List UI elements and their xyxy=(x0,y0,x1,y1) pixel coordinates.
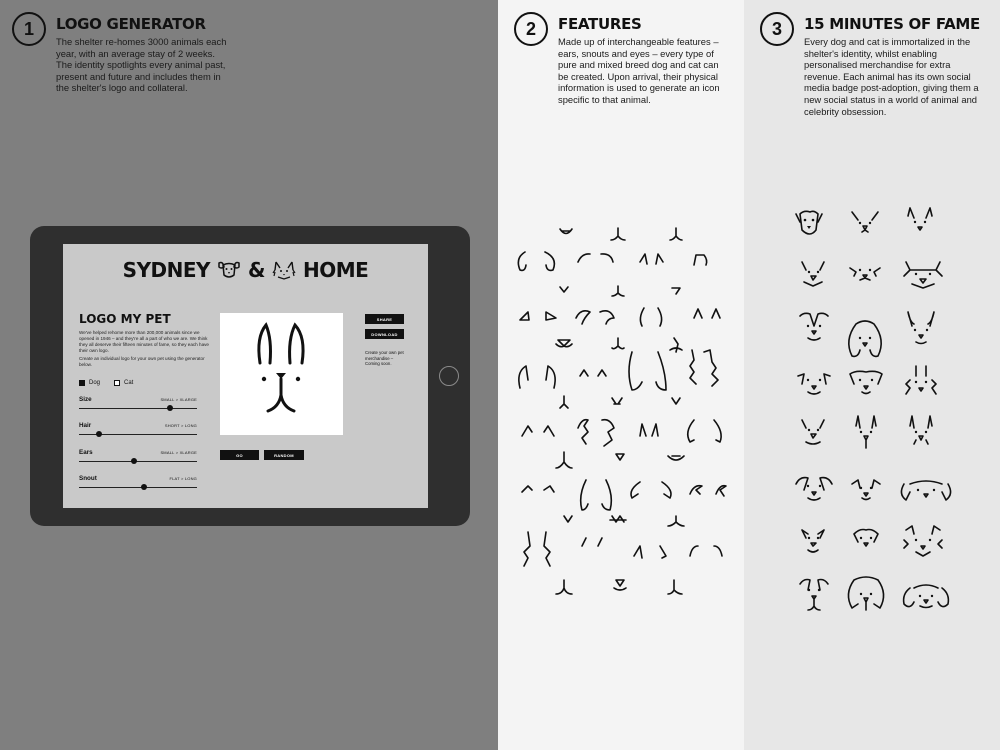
pet-icon xyxy=(906,366,936,394)
feature-icon xyxy=(602,480,611,510)
feature-icon xyxy=(601,254,613,262)
pet-icon xyxy=(904,585,949,608)
feature-icon xyxy=(612,338,624,349)
cat-option[interactable] xyxy=(114,380,133,386)
feature-icon xyxy=(672,398,680,404)
slider-thumb[interactable] xyxy=(96,431,102,437)
feature-icon xyxy=(578,254,590,262)
slider-track[interactable] xyxy=(79,408,197,409)
feature-icon xyxy=(670,228,682,240)
section-title-2: FEATURES xyxy=(558,15,642,33)
pet-logo-icon xyxy=(220,313,343,435)
feature-icon xyxy=(616,454,624,460)
dog-option[interactable] xyxy=(79,380,100,386)
feature-icon xyxy=(662,482,671,498)
pet-icon xyxy=(800,580,828,611)
brand-ampersand: & xyxy=(248,258,265,282)
animal-type-choices xyxy=(79,380,133,386)
feature-icon xyxy=(694,255,707,265)
feature-icon xyxy=(582,538,602,546)
pet-icon xyxy=(850,371,882,393)
feature-icon xyxy=(556,340,572,347)
feature-icon xyxy=(629,352,642,390)
feature-icon xyxy=(556,580,572,594)
pet-icon xyxy=(802,420,824,444)
slider-track[interactable] xyxy=(79,461,197,462)
feature-icon xyxy=(600,311,614,324)
share-button[interactable]: SHARE xyxy=(365,314,404,324)
feature-icon xyxy=(612,286,624,296)
feature-icon xyxy=(576,311,590,324)
ears-slider xyxy=(79,449,197,469)
pet-icon xyxy=(904,526,942,556)
feature-icon xyxy=(520,312,529,320)
feature-icon xyxy=(578,420,588,444)
section-number-1: 1 xyxy=(12,12,46,46)
feature-icon xyxy=(714,420,721,442)
feature-icon xyxy=(634,546,642,558)
slider-label: Ears xyxy=(79,449,93,456)
feature-icon xyxy=(560,287,568,292)
slider-range: SMALL > XLARGE xyxy=(160,397,197,402)
feature-icon xyxy=(690,350,718,386)
feature-icon xyxy=(560,229,572,234)
section-number-2: 2 xyxy=(514,12,548,46)
feature-icon xyxy=(602,420,614,446)
slider-range: FLAT > LONG xyxy=(169,476,197,481)
pet-icon xyxy=(850,268,880,280)
pet-icon xyxy=(908,312,934,344)
feature-icon xyxy=(581,480,588,510)
logo-my-pet-title: LOGO MY PET xyxy=(79,312,171,326)
brand-logo xyxy=(63,258,428,282)
feature-icon xyxy=(668,516,684,526)
feature-icon xyxy=(668,456,684,460)
pet-icon xyxy=(852,212,878,232)
feature-icon xyxy=(670,338,682,352)
section-description-1: The shelter re-homes 3000 animals each year, with an average stay of 2 weeks. The identity spotlights every animal past, present and future and includes them in the shelter's logo and collateral. xyxy=(56,36,227,94)
feature-icon xyxy=(544,426,554,436)
slider-label: Size xyxy=(79,396,92,403)
feature-icon xyxy=(545,252,554,270)
feature-icon xyxy=(524,532,550,566)
cat-face-icon xyxy=(271,259,297,281)
feature-icon xyxy=(694,309,720,318)
feature-icon xyxy=(612,398,622,404)
pet-icon xyxy=(800,313,828,340)
size-slider xyxy=(79,396,197,416)
download-button[interactable]: DOWNLOAD xyxy=(365,329,404,339)
section-description-3: Every dog and cat is immortalized in the shelter's identity, whilst enabling personalised merchandise for extra revenue. Each animal has its own social media badge post-adoption, giving them a new social status in a world of animal and celebrity obsession. xyxy=(804,36,979,117)
logo-my-pet-intro xyxy=(79,330,209,368)
pet-icon xyxy=(908,208,932,230)
feature-icon xyxy=(660,546,666,558)
dog-checkbox[interactable] xyxy=(79,380,85,386)
fame-grid xyxy=(744,0,1000,750)
tablet-device xyxy=(30,226,470,526)
panel-features xyxy=(498,0,744,750)
feature-icon xyxy=(690,546,698,556)
pet-icon xyxy=(849,321,881,356)
pet-icon xyxy=(901,481,950,500)
slider-range: SMALL > XLARGE xyxy=(160,450,197,455)
feature-icon xyxy=(544,486,554,492)
pet-icon xyxy=(856,416,876,448)
feature-icon xyxy=(518,252,526,270)
panel-fame xyxy=(744,0,1000,750)
pet-icon xyxy=(852,480,880,500)
panel-logo-generator xyxy=(0,0,498,750)
feature-icon xyxy=(658,308,662,326)
dog-option-label: Dog xyxy=(89,380,101,386)
slider-thumb[interactable] xyxy=(167,405,173,411)
brand-text-left: SYDNEY xyxy=(122,258,211,282)
feature-icon xyxy=(610,516,626,522)
feature-icon xyxy=(690,486,726,496)
pet-icon xyxy=(796,211,822,234)
feature-icon xyxy=(614,580,626,590)
pet-icon xyxy=(798,374,830,394)
cat-checkbox[interactable] xyxy=(114,380,120,386)
hair-slider xyxy=(79,422,197,442)
brand-text-right: HOME xyxy=(303,258,369,282)
section-title-3: 15 MINUTES OF FAME xyxy=(804,15,980,33)
slider-track[interactable] xyxy=(79,487,197,488)
section-header-1 xyxy=(12,12,242,112)
feature-icon xyxy=(522,426,532,436)
feature-icon xyxy=(640,308,644,326)
feature-icon xyxy=(668,580,682,594)
feature-icon xyxy=(656,352,666,390)
feature-icon xyxy=(519,366,528,388)
slider-label: Snout xyxy=(79,475,97,482)
feature-icon xyxy=(640,424,658,436)
go-button[interactable]: GO xyxy=(220,450,259,460)
pet-icon xyxy=(910,416,932,444)
intro-paragraph-1: We've helped rehome more than 200,000 animals since we opened in 1946 – and they're all a part of who we are. We think they all deserve their fifteen minutes of fame, so they each have their own logo. xyxy=(79,330,209,353)
slider-range: SHORT > LONG xyxy=(164,423,197,428)
random-button[interactable]: RANDOM xyxy=(264,450,304,460)
feature-icon xyxy=(611,228,625,240)
app-screen xyxy=(63,244,428,508)
pet-logo-preview xyxy=(220,313,343,435)
feature-icon xyxy=(688,420,694,442)
feature-icon xyxy=(556,452,572,468)
feature-icon xyxy=(560,396,568,408)
feature-icon xyxy=(522,486,532,492)
tablet-home-button[interactable] xyxy=(439,366,459,386)
pet-icon xyxy=(854,530,878,547)
pet-icon xyxy=(848,577,883,610)
merchandise-note: Create your own pet merchandise – Coming soon. xyxy=(365,350,404,366)
slider-thumb[interactable] xyxy=(141,484,147,490)
pet-icon xyxy=(802,262,824,286)
cat-option-label: Cat xyxy=(124,380,134,386)
pet-icon xyxy=(802,530,824,552)
intro-paragraph-2: Create an individual logo for your own pet using the generator below. xyxy=(79,356,205,367)
feature-icon xyxy=(640,254,647,264)
slider-thumb[interactable] xyxy=(131,458,137,464)
features-grid xyxy=(498,0,744,750)
feature-icon xyxy=(546,366,555,388)
pet-icon xyxy=(796,478,832,500)
feature-icon xyxy=(656,254,663,264)
pet-icon xyxy=(904,262,942,288)
snout-slider xyxy=(79,475,197,495)
section-description-2: Made up of interchangeable features – ears, snouts and eyes – every type of pure and mixed breed dog and cat can be created. Upon arrival, their physical information is used to generate an icon specific to that animal. xyxy=(558,36,720,105)
feature-icon xyxy=(546,312,556,320)
section-title-1: LOGO GENERATOR xyxy=(56,15,206,33)
slider-label: Hair xyxy=(79,422,92,429)
feature-icon xyxy=(564,516,572,522)
feature-icon xyxy=(672,288,680,294)
feature-icon xyxy=(714,546,722,556)
feature-icon xyxy=(580,370,606,376)
section-number-3: 3 xyxy=(760,12,794,46)
feature-icon xyxy=(631,482,640,498)
dog-face-icon xyxy=(216,259,242,281)
